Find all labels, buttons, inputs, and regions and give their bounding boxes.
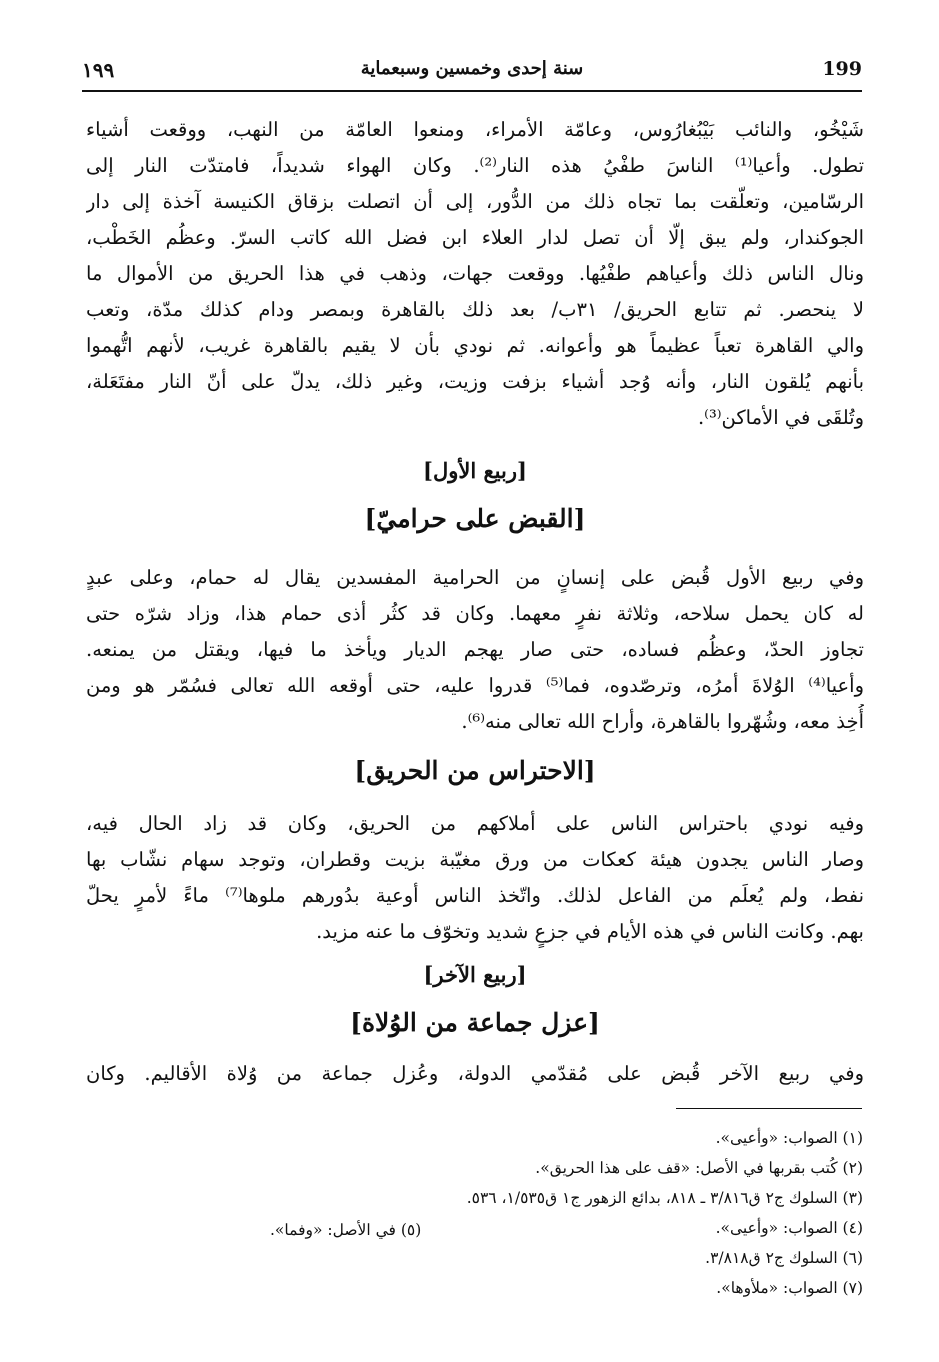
text-line: والي القاهرة تعباً عظيماً هو وأعوانه. ثم نودي بأن لا يقيم بالقاهرة غريب، لأنهم اتُّهموا <box>86 334 864 357</box>
paragraph-fire <box>86 112 864 436</box>
text-line: الجوكندار، ولم يبق إلّا أن تصل لدار العلاء ابن فضل الله كاتب السرّ. وعظُم الخَطْب، <box>86 226 864 249</box>
running-title: سنة إحدى وخمسين وسبعماية <box>360 58 584 79</box>
footnote: (١) الصواب: «وأعيى». <box>715 1129 863 1147</box>
footnote: (٥) في الأصل: «وفما». <box>270 1221 422 1239</box>
footnote-rule <box>676 1108 862 1109</box>
footnote: (٧) الصواب: «ملأوها». <box>716 1279 863 1297</box>
section-heading-month: [ربيع الأول] <box>423 458 527 483</box>
footnote: (٣) السلوك ج٢ ق٣/٨١٦ ـ ٨١٨، بدائع الزهور ج١ ق١/٥٣٥، ٥٣٦. <box>466 1189 863 1207</box>
section-heading: [عزل جماعة من الوُلاة] <box>350 1008 600 1037</box>
text-line: وفي ربيع الآخر قُبض على مُقدّمي الدولة، وعُزل جماعة من وُلاة الأقاليم. وكان <box>86 1062 864 1085</box>
paragraph-fire-precaution <box>86 806 864 950</box>
running-header <box>82 52 862 86</box>
text-line: أُخِذ معه، وشُهّروا بالقاهرة، وأراح الله تعالى منه⁽⁶⁾. <box>461 710 864 733</box>
text-line: تطول. وأعيا⁽¹⁾ الناسَ طفْيُ هذه النار⁽²⁾. وكان الهواء شديداً، فامتدّت النار إلى <box>86 154 864 177</box>
text-line: وفيه نودي باحتراس الناس على أملاكهم من الحريق، وكان قد زاد الحال فيه، <box>86 812 864 835</box>
text-line: ونال الناس ذلك وأعياهم طفْيُها. ووقعت جهات، وذهب في هذا الحريق من الأموال ما <box>86 262 864 285</box>
text-line: وأعيا⁽⁴⁾ الوُلاةَ أمرُه، وترصّدوه، فما⁽⁵⁾ قدروا عليه، حتى أوقعه الله تعالى فسُمّر هو ومن <box>86 674 864 697</box>
footnote: (٢) كُتب بقربها في الأصل: «قف على هذا الحريق». <box>535 1159 863 1177</box>
section-heading-month: [ربيع الآخر] <box>423 962 527 987</box>
text-line: بأنهم يُلقون النار، وأنه وُجد أشياء بزفت وزيت، وغير ذلك، يدلّ على أنّ النار مفتَعَلة، <box>86 370 864 393</box>
text-line: وفي ربيع الأول قُبض على إنسانٍ من الحرامية المفسدين يقال له حمام، وعلى عبدٍ <box>86 566 864 589</box>
page-number-latin: 199 <box>822 58 862 80</box>
paragraph-dismissal <box>86 1056 864 1092</box>
text-line: الرسّامين، وتعلّقت بما تجاه ذلك من الدُّور، إلى أن اتصلت بزقاق الكنيسة آخذة إلى دار <box>86 190 864 213</box>
paragraph-thief <box>86 560 864 740</box>
text-line: تجاوز الحدّ، وعظُم فساده، حتى صار يهجم الديار ويأخذ ما فيها، ويقتل من يمنعه. <box>86 638 864 661</box>
section-heading: [الاحتراس من الحريق] <box>354 756 596 785</box>
footnote: (٤) الصواب: «وأعيى». <box>715 1219 863 1237</box>
text-line: وصار الناس يجدون هيئة كعكات من ورق مغيّبة بزيت وقطران، وتوجد سهام نشّاب بها <box>86 848 864 871</box>
section-heading: [القبض على حراميّ] <box>364 504 586 533</box>
header-rule <box>82 90 862 92</box>
text-line: بهم. وكانت الناس في هذه الأيام في جزعٍ شديد وتخوّف ما عنه مزيد. <box>316 920 864 943</box>
footnote: (٦) السلوك ج٢ ق٣/٨١٨. <box>705 1249 863 1267</box>
text-line: لا ينحصر. ثم تتابع الحريق/ ٣١ب/ بعد ذلك بالقاهرة وبمصر ودام كذلك مدّة، وتعب <box>86 298 864 321</box>
page-number-arabic: ١٩٩ <box>82 58 115 82</box>
text-line: له كان يحمل سلاحه، وثلاثة نفرٍ معهما. وكان قد كثُر أذى حمام هذا، وزاد شرّه حتى <box>86 602 864 625</box>
text-line: نفط، ولم يُعلَم من الفاعل لذلك. واتّخذ الناس أوعية بدُورهم ملوها⁽⁷⁾ ماءً لأمرٍ يحلّ <box>86 884 864 907</box>
text-line: وتُلقَى في الأماكن⁽³⁾. <box>697 406 864 429</box>
text-line: شَيْخُو، والنائب بَيْبُغارُوس، وعامّة الأمراء، ومنعوا العامّة من النهب، ووقعت أشياء <box>86 118 864 141</box>
